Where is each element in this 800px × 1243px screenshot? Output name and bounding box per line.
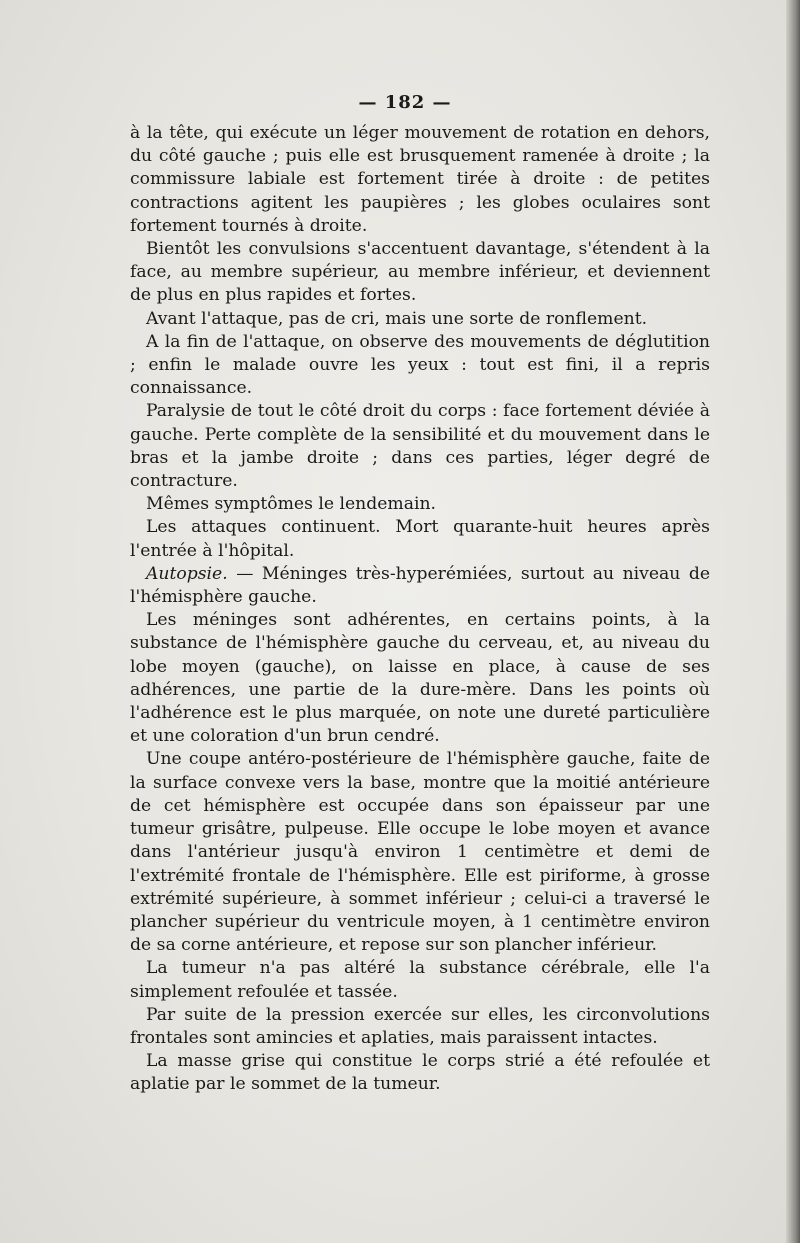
- paragraph: La tumeur n'a pas altéré la substance cérébrale, elle l'a simplement refoulée et tassée.: [130, 958, 710, 1002]
- paragraph: Paralysie de tout le côté droit du corps : face fortement déviée à gauche. Perte complète de la sensibilité et du mouvement dans le bras et la jambe droite ; dans ces parties, léger degré de contracture.: [130, 401, 710, 492]
- paragraph: La masse grise qui constitue le corps strié a été refoulée et aplatie par le sommet de la tumeur.: [130, 1051, 710, 1095]
- page-number: — 182 —: [358, 92, 452, 113]
- paragraph: Par suite de la pression exercée sur elles, les circonvolutions frontales sont amincies et aplaties, mais paraissent intactes.: [130, 1004, 710, 1048]
- paragraph: Une coupe antéro-postérieure de l'hémisphère gauche, faite de la surface convexe vers la base, montre que la moitié antérieure de cet hémisphère est occupée dans son épaisseur par une tumeur grisâtre, pulpeuse. Elle occupe le lobe moyen et avance dans l'antérieur jusqu'à environ 1 centimètre et demi de l'extrémité frontale de l'hémisphère. Elle est piriforme, à grosse extrémité supérieure, à sommet inférieur ; celui-ci a traversé le plancher supérieur du ventricule moyen, à 1 centimètre environ de sa corne antérieure, et repose sur son plancher inférieur.: [130, 749, 710, 956]
- paragraph: Les méninges sont adhérentes, en certains points, à la substance de l'hémisphère gauche du cerveau, et, au niveau du lobe moyen (gauche), on laisse en place, à cause de ses adhérences, une partie de la dure-mère. Dans les points où l'adhérence est le plus marquée, on note une dureté particulière et une coloration d'un brun cendré.: [130, 610, 710, 747]
- paragraph: Mêmes symptômes le lendemain.: [146, 494, 436, 515]
- page-body: [130, 122, 710, 1097]
- paragraph: Avant l'attaque, pas de cri, mais une sorte de ronflement.: [146, 308, 648, 329]
- paragraph-continuation: à la tête, qui exécute un léger mouvement de rotation en dehors, du côté gauche ; puis elle est brusquement ramenée à droite ; la commissure labiale est fortement tirée à droite : de petites contractions agitent les paupières ; les globes oculaires sont fortement tournés à droite.: [130, 123, 710, 236]
- paragraph: Les attaques continuent. Mort quarante-huit heures après l'entrée à l'hôpital.: [130, 517, 710, 561]
- autopsy-label: Autopsie.: [146, 563, 228, 584]
- paragraph-autopsy: [130, 563, 710, 609]
- autopsy-text: — Méninges très-hyperémiées, surtout au niveau de l'hémisphère gauche.: [130, 563, 710, 608]
- paragraph: Bientôt les convulsions s'accentuent davantage, s'étendent à la face, au membre supérieur, au membre inférieur, et deviennent de plus en plus rapides et fortes.: [130, 239, 710, 306]
- paragraph: A la fin de l'attaque, on observe des mouvements de déglutition ; enfin le malade ouvre les yeux : tout est fini, il a repris connaissance.: [130, 331, 710, 399]
- page-spine-shadow: [786, 0, 800, 1243]
